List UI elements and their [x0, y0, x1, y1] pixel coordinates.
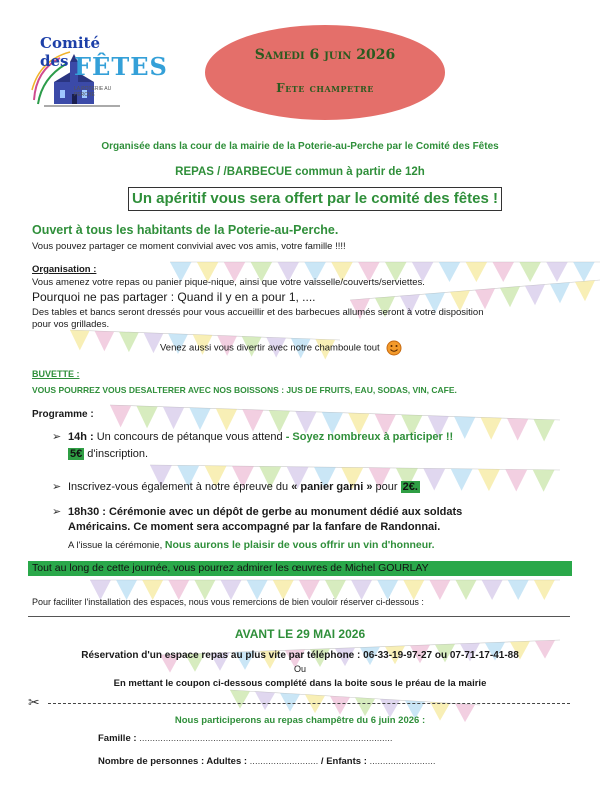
organisation-line3: Des tables et bancs seront dressés pour vous accueillir et des barbecues allumés seront à votre disposition — [32, 307, 484, 318]
bunting-flag — [451, 469, 473, 491]
bunting-flag — [550, 282, 570, 303]
coupon-heading: Nous participerons au repas champêtre du 6 juin 2026 : — [174, 715, 426, 726]
programme-item-3 — [52, 505, 572, 518]
bunting-flag — [508, 580, 529, 600]
item2-bold: « panier garni » — [291, 481, 373, 493]
item1-green: - Soyez nombreux à participer !! — [282, 431, 454, 443]
exhibition-bar: Tout au long de cette journée, vous pourrez admirer les œuvres de Michel GOURLAY — [28, 561, 572, 576]
item3-after-line — [68, 539, 435, 551]
reservation-phone: Réservation d'un espace repas au plus vite par téléphone : 06-33-19-97-27 ou 07-71-17-41-88 — [81, 650, 519, 661]
bunting-flag — [481, 417, 502, 439]
adults-field[interactable]: .......................... — [249, 756, 319, 767]
bunting-flag — [255, 692, 275, 711]
logo-line3: LA POTERIE AU PERCHE — [74, 86, 112, 98]
meal-line: REPAS / /BARBECUE commun à partir de 12h — [175, 166, 425, 178]
ou-text: Ou — [293, 664, 306, 674]
item2-mid: pour — [372, 481, 401, 493]
chamboule-line — [160, 340, 402, 356]
organisation-line2: Pourquoi ne pas partager : Quand il y en a pour 1, .... — [32, 290, 316, 304]
item3-after: A l'issue la cérémonie, — [68, 540, 165, 551]
enfants-field[interactable]: ......................... — [369, 756, 436, 767]
bunting-flag — [242, 409, 263, 431]
bunting-flag — [546, 262, 568, 282]
bunting-flag — [533, 470, 555, 492]
bunting-flag — [456, 580, 477, 600]
bunting-flag — [493, 262, 515, 282]
arrow-icon: ➢ — [52, 481, 62, 493]
item3-line2: Américains. Ce moment sera accompagné par la fanfare de Randonnai. — [68, 521, 441, 533]
bunting-flag — [189, 408, 210, 430]
organisation-line4: pour vos grillades. — [32, 319, 110, 330]
famille-field[interactable]: ................................................................................................ — [139, 733, 393, 744]
bunting-flag — [507, 418, 528, 440]
arrow-icon: ➢ — [52, 506, 62, 518]
event-title: Fete champetre — [276, 81, 374, 95]
bunting-flag — [573, 262, 595, 282]
coupon-instruction: En mettant le coupon ci-dessous complété dans la boite sous le préau de la mairie — [113, 678, 487, 689]
item1-suffix: d'inscription. — [84, 448, 149, 460]
reserve-line: Pour faciliter l'installation des espaces, nous vous remercions de bien vouloir réserver ci-dessous : — [32, 597, 424, 607]
bunting-flag — [163, 407, 184, 429]
bunting-flag — [423, 468, 445, 490]
bunting-flag — [110, 405, 131, 427]
title-banner — [205, 25, 445, 120]
bunting-flag — [454, 416, 475, 438]
bunting-flag — [478, 469, 500, 491]
organizer-line: Organisée dans la cour de la mairie de la Poterie-au-Perche par le Comité des Fêtes — [101, 141, 499, 152]
aperitif-box: Un apéritif vous sera offert par le comité des fêtes ! — [128, 187, 502, 211]
bunting-flag — [525, 284, 545, 305]
deadline: AVANT LE 29 MAI 2026 — [234, 627, 366, 641]
programme-item-1 — [52, 430, 453, 443]
bunting-flag — [534, 580, 555, 600]
open-heading: Ouvert à tous les habitants de la Poterie-au-Perche. — [32, 223, 339, 237]
chamboule-text: Venez aussi vous divertir avec notre chamboule tout — [160, 342, 380, 354]
enfants-label: / Enfants : — [318, 756, 370, 767]
logo-line2: FÊTES — [74, 52, 168, 81]
cut-line — [48, 703, 570, 704]
buvette-heading: BUVETTE : — [32, 369, 80, 379]
arrow-icon: ➢ — [52, 431, 62, 443]
bunting-flag — [355, 698, 375, 717]
bunting-flag — [519, 262, 541, 282]
bunting-flag — [119, 332, 139, 352]
coupon-famille-line — [98, 733, 393, 744]
bunting-flag — [429, 580, 450, 600]
smiley-icon — [386, 340, 402, 356]
organisation-line1: Vous amenez votre repas ou panier pique-nique, ainsi que votre vaisselle/couverts/serviettes. — [32, 277, 425, 288]
comite-logo — [30, 30, 168, 112]
bunting-flag — [216, 409, 237, 431]
bunting-flag — [230, 690, 250, 709]
item3-green: Nous aurons le plaisir de vous offrir un vin d'honneur. — [164, 539, 435, 551]
scissors-icon: ✂ — [28, 694, 40, 710]
bunting-flag — [482, 580, 503, 600]
divider — [28, 616, 570, 617]
programme-heading: Programme : — [32, 409, 94, 420]
bunting-flag — [534, 419, 555, 441]
bunting-flag — [70, 330, 90, 350]
bunting-flag — [500, 286, 520, 307]
coupon-persons-line — [98, 756, 436, 767]
item2-price: 2€. — [402, 481, 418, 493]
event-date: Samedi 6 juin 2026 — [254, 47, 396, 63]
bunting-flag — [439, 262, 461, 282]
item2-text: Inscrivez-vous également à notre épreuve du — [68, 481, 292, 493]
famille-label: Famille : — [98, 733, 140, 744]
item1-price: 5€ — [70, 448, 83, 460]
open-text: Vous pouvez partager ce moment convivial avec vos amis, votre famille !!!! — [32, 241, 346, 252]
bunting-flag — [466, 262, 488, 282]
bunting-flag — [575, 280, 595, 301]
bunting-flag — [136, 406, 157, 428]
item1-time: 14h : — [68, 431, 97, 443]
item3-line1: 18h30 : Cérémonie avec un dépôt de gerbe au monument dédié aux soldats — [68, 506, 463, 518]
programme-item-2 — [52, 480, 420, 493]
bunting-flag — [95, 331, 115, 351]
logo-line1: Comité des — [40, 34, 100, 70]
bunting-flag — [505, 469, 527, 491]
organisation-heading: Organisation : — [32, 264, 97, 275]
item1-text: Un concours de pétanque vous attend — [96, 431, 283, 443]
persons-label: Nombre de personnes : Adultes : — [98, 756, 250, 767]
bunting-flag — [330, 696, 350, 715]
buvette-text: VOUS POURREZ VOUS DESALTERER AVEC NOS BOISSONS : JUS DE FRUITS, EAU, SODAS, VIN, CAFE. — [32, 385, 457, 395]
programme-item-1-price — [68, 448, 148, 460]
